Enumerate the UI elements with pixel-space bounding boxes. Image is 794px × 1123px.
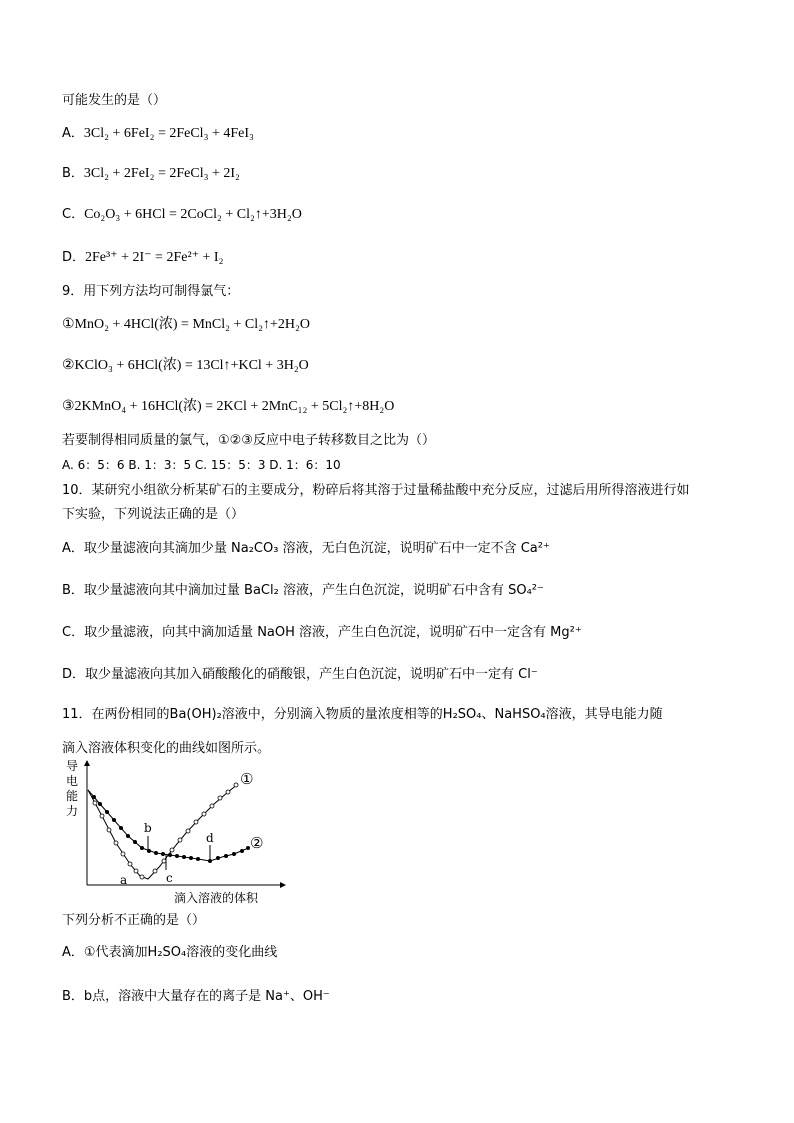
curve-1-label: ① [240, 770, 254, 788]
q9-reaction-2: ②KClO₃ + 6HCl(浓) = 13Cl↑+KCl + 3H₂O [62, 358, 309, 373]
q11-stem-line1: 11．在两份相同的Ba(OH)₂溶液中，分别滴入物质的量浓度相等的H₂SO₄、NaHSO₄溶液，其导电能力随 [62, 707, 663, 722]
q11-question: 下列分析不正确的是（） [62, 913, 206, 928]
equation: 2Fe³⁺ + 2I⁻ = 2Fe²⁺ + I₂ [85, 250, 224, 265]
q9-options: A. 6：5：6 B. 1：3：5 C. 15：5：3 D. 1：6：10 [62, 458, 341, 472]
y-axis-arrow [84, 760, 90, 766]
equation: 3Cl₂ + 2FeI₂ = 2FeCl₃ + 2I₂ [83, 166, 240, 181]
q9-reaction-3: ③2KMnO₄ + 16HCl(浓) = 2KCl + 2MnC₁₂ + 5Cl₂↑+8H₂O [62, 399, 395, 414]
q10-option-b: B．取少量滤液向其中滴加过量 BaCl₂ 溶液，产生白色沉淀，说明矿石中含有 SO₄²⁻ [62, 583, 544, 598]
option-label: C． [62, 207, 85, 222]
q11-option-b: B．b点，溶液中大量存在的离子是 Na⁺、OH⁻ [62, 989, 330, 1004]
q8-option-a [62, 125, 254, 143]
y-label-char: 能 [66, 789, 79, 803]
q9-question: 若要制得相同质量的氯气，①②③反应中电子转移数目之比为（） [62, 433, 435, 448]
y-label-char: 力 [66, 804, 79, 818]
q11-stem-line2: 滴入溶液体积变化的曲线如图所示。 [62, 741, 271, 756]
q10-stem-line1: 10．某研究小组欲分析某矿石的主要成分，粉碎后将其溶于过量稀盐酸中充分反应，过滤后用所得溶液进行如 [62, 483, 690, 498]
conductivity-figure [60, 758, 290, 908]
q8-option-b [62, 165, 240, 183]
q10-option-d: D．取少量滤液向其加入硝酸酸化的硝酸银，产生白色沉淀，说明矿石中一定有 Cl⁻ [62, 667, 538, 682]
point-d-label: d [206, 831, 214, 845]
q9-stem: 9．用下列方法均可制得氯气： [62, 284, 240, 299]
point-a-label: a [120, 873, 128, 887]
x-axis-label: 滴入溶液的体积 [174, 891, 259, 905]
q9-reaction-1: ①MnO₂ + 4HCl(浓) = MnCl₂ + Cl₂↑+2H₂O [62, 317, 311, 332]
q10-option-a: A．取少量滤液向其滴加少量 Na₂CO₃ 溶液，无白色沉淀，说明矿石中一定不含 Ca²⁺ [62, 541, 550, 556]
point-c-label: c [166, 871, 173, 885]
point-b-label: b [144, 821, 152, 835]
q10-stem-line2: 下实验，下列说法正确的是（） [62, 507, 245, 522]
q10-option-c: C．取少量滤液，向其中滴加适量 NaOH 溶液，产生白色沉淀，说明矿石中一定含有 Mg²⁺ [62, 625, 582, 640]
y-label-char: 电 [66, 774, 79, 788]
q8-stem: 可能发生的是（） [62, 93, 167, 108]
curve-2-line [88, 790, 246, 861]
equation: Co₂O₃ + 6HCl = 2CoCl₂ + Cl₂↑+3H₂O [84, 207, 302, 222]
q8-option-d [62, 249, 223, 267]
q11-option-a: A．①代表滴加H₂SO₄溶液的变化曲线 [62, 945, 278, 960]
x-axis-arrow [280, 882, 286, 888]
option-label: D． [62, 250, 86, 265]
equation: 3Cl₂ + 6FeI₂ = 2FeCl₃ + 4FeI₃ [83, 126, 254, 141]
option-label: A． [62, 126, 84, 141]
q8-option-c [62, 206, 302, 224]
option-label: B． [62, 166, 84, 181]
curve-2-markers [92, 795, 250, 863]
curve-2-label: ② [250, 834, 264, 852]
y-label-char: 导 [66, 759, 79, 773]
